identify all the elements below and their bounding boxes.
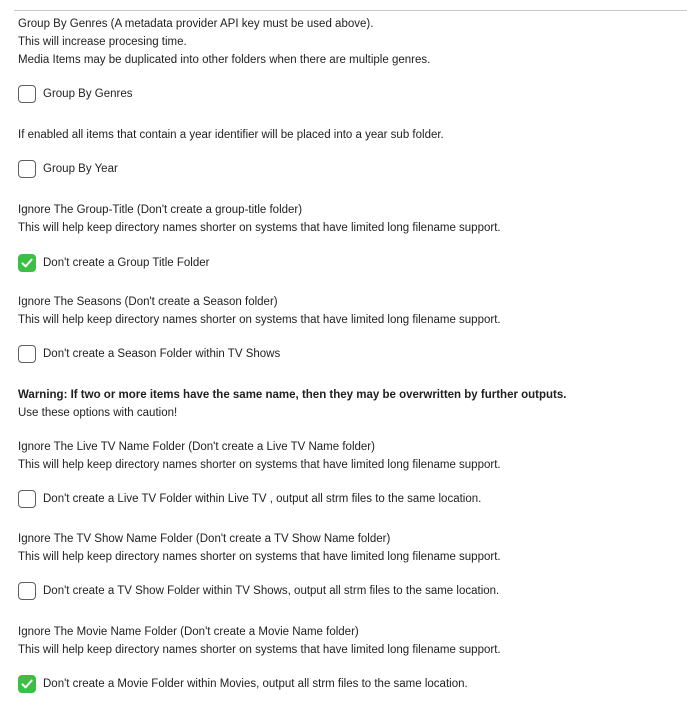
ignore-movie-option[interactable] [18, 673, 468, 695]
description-line: This will help keep directory names shorter on systems that have limited long filename support. [18, 459, 501, 471]
warning-title: Warning: If two or more items have the same name, then they may be overwritten by further outputs. [18, 389, 567, 401]
warning-text: Use these options with caution! [18, 407, 178, 419]
ignore-movie-label: Don't create a Movie Folder within Movies, output all strm files to the same location. [43, 678, 468, 690]
group-by-genres-option[interactable] [18, 83, 132, 105]
ignore-live-tv-label: Don't create a Live TV Folder within Live TV , output all strm files to the same location. [43, 493, 482, 505]
ignore-group-title-option[interactable] [18, 252, 209, 274]
description-line: This will increase procesing time. [18, 36, 187, 48]
description-line: Ignore The Movie Name Folder (Don't create a Movie Name folder) [18, 626, 359, 638]
group-by-genres-label: Group By Genres [43, 88, 133, 100]
tv-show-description [18, 530, 679, 566]
ignore-group-title-checkbox[interactable] [18, 254, 36, 272]
ignore-seasons-checkbox[interactable] [18, 345, 36, 363]
group-by-year-checkbox[interactable] [18, 160, 36, 178]
warning-notice [18, 386, 679, 422]
description-line: If enabled all items that contain a year identifier will be placed into a year sub folder. [18, 129, 444, 141]
description-line: This will help keep directory names shorter on systems that have limited long filename support. [18, 222, 501, 234]
movie-description [18, 623, 679, 659]
ignore-tv-show-label: Don't create a TV Show Folder within TV Shows, output all strm files to the same location. [43, 585, 500, 597]
description-line: Ignore The Live TV Name Folder (Don't create a Live TV Name folder) [18, 441, 375, 453]
ignore-tv-show-option[interactable] [18, 580, 499, 602]
ignore-movie-checkbox[interactable] [18, 675, 36, 693]
description-line: This will help keep directory names shorter on systems that have limited long filename support. [18, 314, 501, 326]
ignore-live-tv-option[interactable] [18, 488, 481, 510]
description-line: Group By Genres (A metadata provider API key must be used above). [18, 18, 374, 30]
ignore-live-tv-checkbox[interactable] [18, 490, 36, 508]
genres-description [18, 15, 679, 69]
description-line: This will help keep directory names shorter on systems that have limited long filename support. [18, 644, 501, 656]
ignore-group-title-label: Don't create a Group Title Folder [43, 257, 210, 269]
group-by-genres-checkbox[interactable] [18, 85, 36, 103]
description-line: This will help keep directory names shorter on systems that have limited long filename support. [18, 551, 501, 563]
checkmark-icon [20, 677, 34, 691]
ignore-seasons-option[interactable] [18, 343, 280, 365]
checkmark-icon [20, 256, 34, 270]
group-by-year-label: Group By Year [43, 163, 118, 175]
ignore-seasons-label: Don't create a Season Folder within TV Shows [43, 348, 281, 360]
live-tv-description [18, 438, 679, 474]
ignore-tv-show-checkbox[interactable] [18, 582, 36, 600]
description-line: Ignore The TV Show Name Folder (Don't create a TV Show Name folder) [18, 533, 391, 545]
description-line: Ignore The Seasons (Don't create a Season folder) [18, 296, 278, 308]
description-line: Ignore The Group-Title (Don't create a group-title folder) [18, 204, 303, 216]
group-title-description [18, 201, 679, 237]
section-divider [14, 10, 687, 11]
group-by-year-option[interactable] [18, 158, 118, 180]
description-line: Media Items may be duplicated into other folders when there are multiple genres. [18, 54, 431, 66]
seasons-description [18, 293, 679, 329]
year-description [18, 126, 679, 144]
